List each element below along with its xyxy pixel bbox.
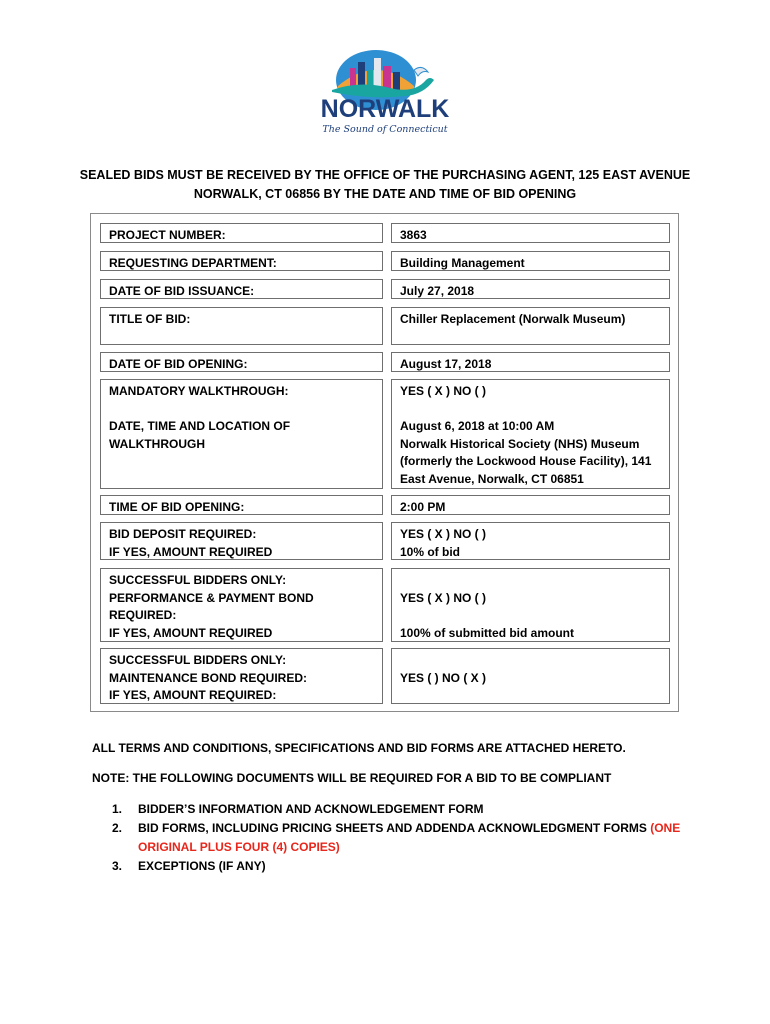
submission-heading bbox=[0, 166, 770, 204]
compliance-note: NOTE: THE FOLLOWING DOCUMENTS WILL BE REQUIRED FOR A BID TO BE COMPLIANT bbox=[92, 771, 612, 785]
time-opening-value: 2:00 PM bbox=[391, 495, 670, 515]
copies-note: (ONE bbox=[650, 821, 681, 835]
walkthrough-value: YES ( X ) NO ( ) August 6, 2018 at 10:00 AM Norwalk Historical Society (NHS) Museum (formerly the Lockwood House Facility), 141 East Avenue, Norwalk, CT 06851 bbox=[391, 379, 670, 489]
performance-bond-value: YES ( X ) NO ( ) 100% of submitted bid amount bbox=[391, 568, 670, 642]
date-issuance-label: DATE OF BID ISSUANCE: bbox=[100, 279, 383, 299]
date-opening-value: August 17, 2018 bbox=[391, 352, 670, 372]
required-documents-list bbox=[112, 800, 680, 876]
requesting-department-label: REQUESTING DEPARTMENT: bbox=[100, 251, 383, 271]
performance-bond-label: SUCCESSFUL BIDDERS ONLY: PERFORMANCE & PAYMENT BOND REQUIRED: IF YES, AMOUNT REQUIRED bbox=[100, 568, 383, 642]
logo-tagline: The Sound of Connecticut bbox=[322, 124, 448, 135]
project-number-label: PROJECT NUMBER: bbox=[100, 223, 383, 243]
project-number-value: 3863 bbox=[391, 223, 670, 243]
terms-statement: ALL TERMS AND CONDITIONS, SPECIFICATIONS AND BID FORMS ARE ATTACHED HERETO. bbox=[92, 741, 626, 755]
bid-deposit-label: BID DEPOSIT REQUIRED: IF YES, AMOUNT REQUIRED bbox=[100, 522, 383, 560]
list-item: 1. BIDDER’S INFORMATION AND ACKNOWLEDGEMENT FORM bbox=[112, 802, 484, 816]
time-opening-label: TIME OF BID OPENING: bbox=[100, 495, 383, 515]
date-issuance-value: July 27, 2018 bbox=[391, 279, 670, 299]
copies-note-continued: ORIGINAL PLUS FOUR (4) COPIES) bbox=[138, 840, 340, 854]
maintenance-bond-value: YES ( ) NO ( X ) bbox=[391, 648, 670, 704]
bid-deposit-value: YES ( X ) NO ( ) 10% of bid bbox=[391, 522, 670, 560]
date-opening-label: DATE OF BID OPENING: bbox=[100, 352, 383, 372]
list-item: 2. BID FORMS, INCLUDING PRICING SHEETS AND ADDENDA ACKNOWLEDGMENT FORMS (ONE ORIGINAL PLUS FOUR (4) COPIES) bbox=[112, 821, 681, 854]
logo-wordmark: NORWALK bbox=[320, 95, 450, 123]
title-value: Chiller Replacement (Norwalk Museum) bbox=[391, 307, 670, 345]
city-skyline-logo-icon bbox=[310, 50, 460, 142]
walkthrough-label: MANDATORY WALKTHROUGH: DATE, TIME AND LOCATION OF WALKTHROUGH bbox=[100, 379, 383, 489]
heading-line-1: SEALED BIDS MUST BE RECEIVED BY THE OFFICE OF THE PURCHASING AGENT, 125 EAST AVENUE bbox=[79, 168, 691, 182]
requesting-department-value: Building Management bbox=[391, 251, 670, 271]
maintenance-bond-label: SUCCESSFUL BIDDERS ONLY: MAINTENANCE BOND REQUIRED: IF YES, AMOUNT REQUIRED: bbox=[100, 648, 383, 704]
heading-line-2: NORWALK, CT 06856 BY THE DATE AND TIME OF BID OPENING bbox=[193, 187, 577, 201]
list-item: 3. EXCEPTIONS (IF ANY) bbox=[112, 859, 266, 873]
title-label: TITLE OF BID: bbox=[100, 307, 383, 345]
norwalk-logo bbox=[310, 50, 460, 142]
